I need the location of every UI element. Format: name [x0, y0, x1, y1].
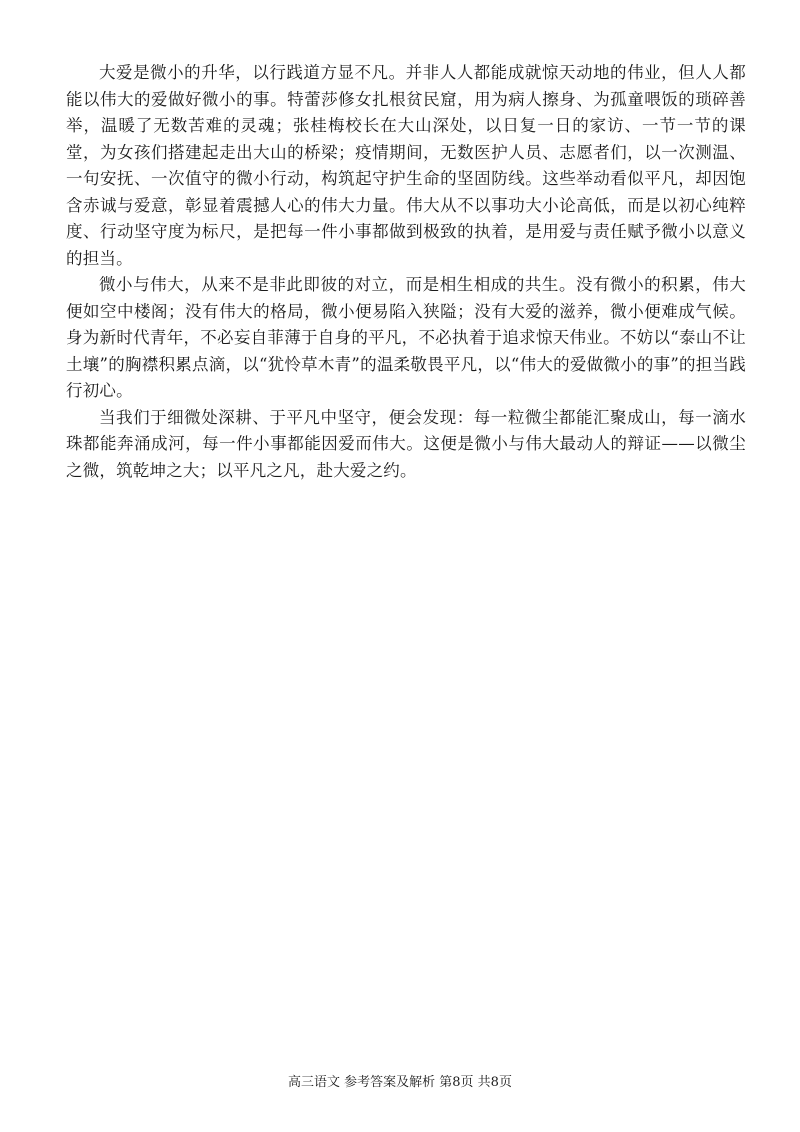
page-footer: 高三语文 参考答案及解析 第8页 共8页	[288, 1075, 512, 1090]
paragraph-2: 微小与伟大，从来不是非此即彼的对立，而是相生相成的共生。没有微小的积累，伟大便如空中楼阁；没有伟大的格局，微小便易陷入狭隘；没有大爱的滋养，微小便难成气候。身为新时代青年，不必妄自菲薄于自身的平凡，不必执着于追求惊天伟业。不妨以“泰山不让土壤”的胸襟积累点滴，以“犹怜草木青”的温柔敬畏平凡，以“伟大的爱做微小的事”的担当践行初心。	[66, 275, 746, 400]
paragraph-1: 大爱是微小的升华，以行践道方显不凡。并非人人都能成就惊天动地的伟业，但人人都能以伟大的爱做好微小的事。特蕾莎修女扎根贫民窟，用为病人擦身、为孤童喂饭的琐碎善举，温暖了无数苦难的灵魂；张桂梅校长在大山深处，以日复一日的家访、一节一节的课堂，为女孩们搭建起走出大山的桥梁；疫情期间，无数医护人员、志愿者们，以一次测温、一句安抚、一次值守的微小行动，构筑起守护生命的坚固防线。这些举动看似平凡，却因饱含赤诚与爱意，彰显着震撼人心的伟大力量。伟大从不以事功大小论高低，而是以初心纯粹度、行动坚守度为标尺，是把每一件小事都做到极致的执着，是用爱与责任赋予微小以意义的担当。	[66, 63, 746, 268]
paragraph-3: 当我们于细微处深耕、于平凡中坚守，便会发现：每一粒微尘都能汇聚成山，每一滴水珠都能奔涌成河，每一件小事都能因爱而伟大。这便是微小与伟大最动人的辩证——以微尘之微，筑乾坤之大；以平凡之凡，赴大爱之约。	[66, 407, 746, 480]
essay-body	[66, 60, 746, 484]
